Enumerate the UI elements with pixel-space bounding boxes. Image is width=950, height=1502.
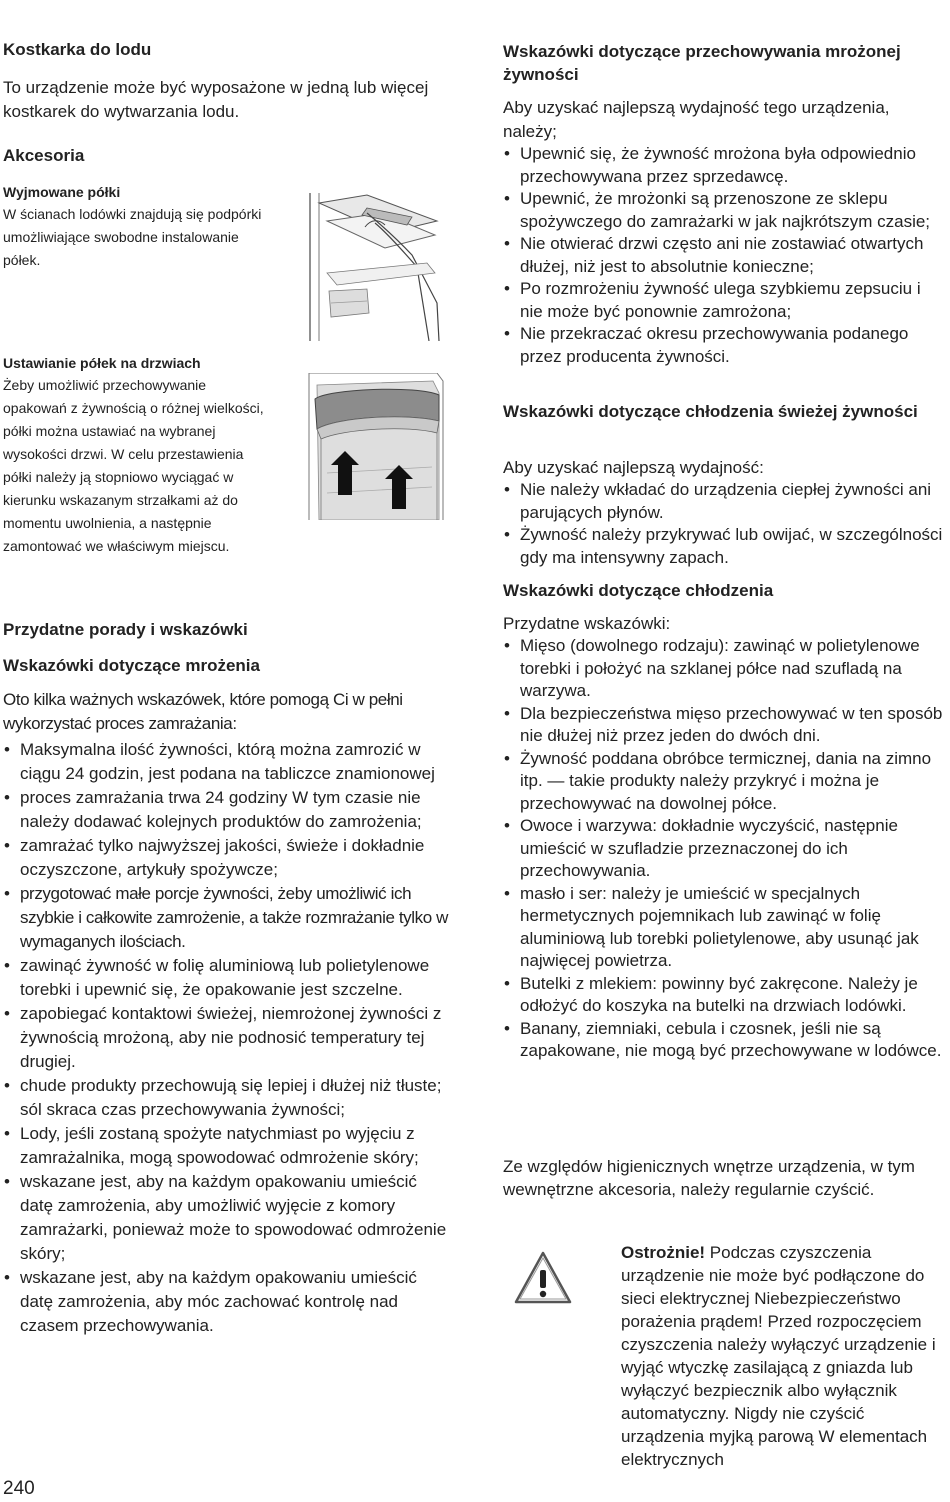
mrozonej-heading: Wskazówki dotyczące przechowywania mrożonej żywności — [503, 42, 901, 84]
list-item: • Lody, jeśli zostaną spożyte natychmiast po wyjęciu z zamrażalnika, mogą spowodować odmrożenie skóry; — [3, 1122, 451, 1170]
list-item: • chude produkty przechowują się lepiej i dłużej niż tłuste; sól skraca czas przechowywania żywności; — [3, 1074, 451, 1122]
list-item: • Nie przekraczać okresu przechowywania podanego przez producenta żywności. — [503, 323, 948, 368]
list-item: • Nie należy wkładać do urządzenia ciepłej żywności ani parujących płynów. — [503, 479, 948, 524]
list-item: • Żywność poddana obróbce termicznej, dania na zimno itp. — takie produkty należy przykryć i można je przechowywać na dowolnej półce. — [503, 748, 948, 816]
list-item: • Butelki z mlekiem: powinny być zakręcone. Należy je odłożyć do koszyka na butelki na drzwiach lodówki. — [503, 973, 948, 1018]
mrozonej-list — [503, 143, 948, 368]
akcesoria-heading: Akcesoria — [3, 146, 85, 165]
list-item: • zamrażać tylko najwyższej jakości, świeże i dokładnie oczyszczone, artykuły spożywcze; — [3, 834, 451, 882]
polki-text: W ścianach lodówki znajdują się podpórki umożliwiające swobodne instalowanie półek. — [3, 206, 262, 268]
kostkarka-heading: Kostkarka do lodu — [3, 40, 152, 59]
mrozenie-heading: Wskazówki dotyczące mrożenia — [3, 656, 260, 675]
mrozenie-list — [3, 738, 451, 1338]
chlodzenia-intro: Przydatne wskazówki: — [503, 614, 671, 633]
list-item: • wskazane jest, aby na każdym opakowaniu umieścić datę zamrożenia, aby umożliwić wyjęcie z komory zamrażarki, ponieważ może to spowodować odmrożenie skóry; — [3, 1170, 451, 1266]
list-item: • Po rozmrożeniu żywność ulega szybkiemu zepsuciu i nie może być ponownie zamrożona; — [503, 278, 948, 323]
chlodzenia-heading: Wskazówki dotyczące chłodzenia — [503, 581, 774, 600]
list-item: • Upewnić, że mrożonki są przenoszone ze sklepu spożywczego do zamrażarki w jak najkrótszym czasie; — [503, 188, 948, 233]
list-item: • Nie otwierać drzwi często ani nie zostawiać otwartych dłużej, niż jest to absolutnie konieczne; — [503, 233, 948, 278]
mrozenie-intro: Oto kilka ważnych wskazówek, które pomogą Ci w pełni wykorzystać proces zamrażania: — [3, 690, 403, 733]
kostkarka-text: To urządzenie może być wyposażone w jedną lub więcej kostkarek do wytwarzania lodu. — [3, 78, 429, 121]
list-item: • Owoce i warzywa: dokładnie wyczyścić, następnie umieścić w szufladzie przeznaczonej do ich przechowywania. — [503, 815, 948, 883]
caution-text: Podczas czyszczenia urządzenie nie może być podłączone do sieci elektrycznej Niebezpieczeństwo porażenia prądem! Przed rozpoczęciem czyszczenia należy wyłączyć urządzenie i wyjąć wtyczkę zasilającą z gniazda lub wyłączyć bezpiecznik albo wyłącznik automatyczny. Nigdy nie czyścić urządzenia myjką parową W elementach elektrycznych — [621, 1243, 936, 1469]
list-item: • Mięso (dowolnego rodzaju): zawinąć w polietylenowe torebki i położyć na szklanej półce nad szufladą na warzywa. — [503, 635, 948, 703]
list-item: • proces zamrażania trwa 24 godziny W tym czasie nie należy dodawać kolejnych produktów do zamrożenia; — [3, 786, 451, 834]
list-item: • zawinąć żywność w folię aluminiową lub polietylenowe torebki i upewnić się, że opakowanie jest szczelne. — [3, 954, 451, 1002]
drzwi-text: Żeby umożliwić przechowywanie opakowań z żywnością o różnej wielkości, półki można ustawiać na wybranej wysokości drzwi. W celu przestawienia półki należy ją stopniowo wyciągać w kierunku wskazanym strzałkami aż do momentu uwolnienia, a następnie zamontować we właściwym miejscu. — [3, 377, 264, 554]
shelf-illustration — [307, 193, 442, 346]
chlodzenia-list — [503, 635, 948, 1063]
list-item: • zapobiegać kontaktowi świeżej, niemrożonej żywności z żywnością mrożoną, aby nie podnosić temperatury tej drugiej. — [3, 1002, 451, 1074]
caution-label: Ostrożnie! — [621, 1243, 706, 1262]
swiezej-list — [503, 479, 948, 569]
porady-heading: Przydatne porady i wskazówki — [3, 620, 248, 639]
list-item: • masło i ser: należy je umieścić w specjalnych hermetycznych pojemnikach lub zawinąć w folię aluminiową lub torebki polietylenowe, aby usunąć jak najwięcej powietrza. — [503, 883, 948, 973]
list-item: • Dla bezpieczeństwa mięso przechowywać w ten sposób nie dłużej niż przez jeden do dwóch dni. — [503, 703, 948, 748]
page-number: 240 — [3, 1478, 35, 1499]
list-item: • przygotować małe porcje żywności, żeby umożliwić ich szybkie i całkowite zamrożenie, a także rozmrażanie tylko w wymaganych ilościach. — [3, 882, 451, 954]
caution-block — [621, 1241, 947, 1471]
swiezej-intro: Aby uzyskać najlepszą wydajność: — [503, 458, 764, 477]
higiena-text: Ze względów higienicznych wnętrze urządzenia, w tym wewnętrzne akcesoria, należy regularnie czyścić. — [503, 1157, 915, 1199]
door-shelf-illustration — [307, 373, 445, 525]
polki-heading: Wyjmowane półki — [3, 184, 121, 200]
mrozonej-intro: Aby uzyskać najlepszą wydajność tego urządzenia, należy; — [503, 98, 890, 141]
list-item: • wskazane jest, aby na każdym opakowaniu umieścić datę zamrożenia, aby móc zachować kontrolę nad czasem przechowywania. — [3, 1266, 451, 1338]
warning-icon — [513, 1250, 573, 1311]
list-item: • Upewnić się, że żywność mrożona była odpowiednio przechowywana przez sprzedawcę. — [503, 143, 948, 188]
swiezej-heading: Wskazówki dotyczące chłodzenia świeżej żywności — [503, 402, 918, 421]
list-item: • Banany, ziemniaki, cebula i czosnek, jeśli nie są zapakowane, nie mogą być przechowywane w lodówce. — [503, 1018, 948, 1063]
list-item: • Maksymalna ilość żywności, którą można zamrozić w ciągu 24 godzin, jest podana na tabliczce znamionowej — [3, 738, 451, 786]
drzwi-heading: Ustawianie półek na drzwiach — [3, 355, 201, 371]
list-item: • Żywność należy przykrywać lub owijać, w szczególności gdy ma intensywny zapach. — [503, 524, 948, 569]
